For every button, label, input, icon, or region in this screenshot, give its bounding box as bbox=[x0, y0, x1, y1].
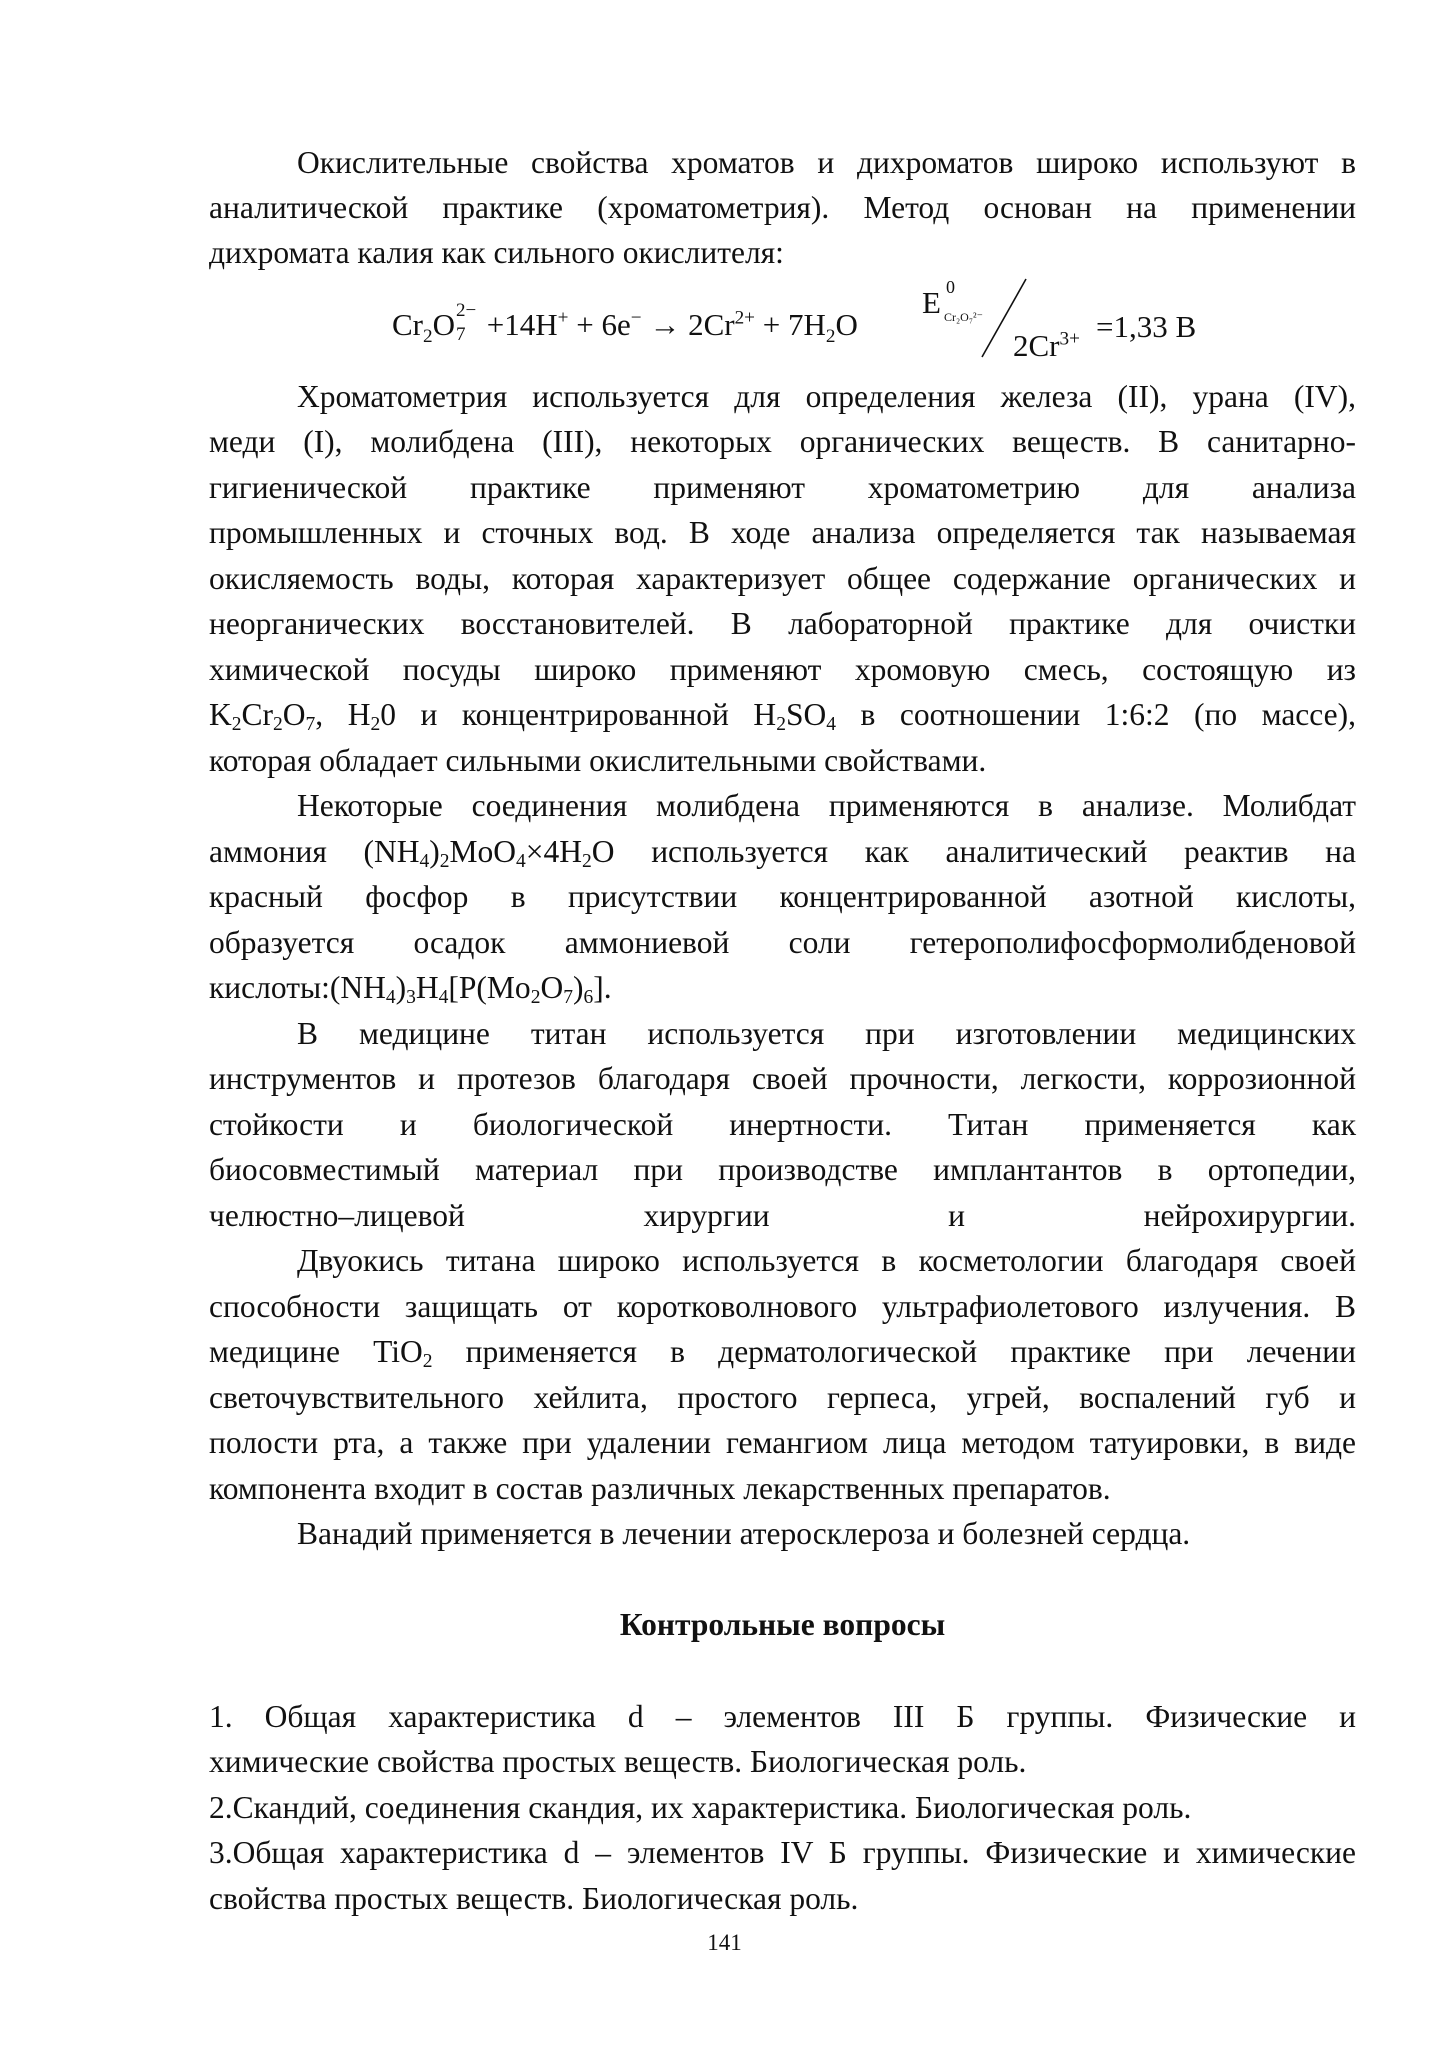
eq-text: O bbox=[835, 307, 858, 342]
text-run: O bbox=[282, 697, 306, 732]
text-run: аммония (NH bbox=[209, 834, 420, 869]
standard-potential-symbol bbox=[922, 277, 983, 324]
text-line: Некоторые соединения молибдена применяются в анализе. Молибдат bbox=[297, 788, 1356, 823]
eq-sup: 2− bbox=[456, 300, 477, 321]
subscript: 4 bbox=[385, 986, 396, 1008]
paragraph-line bbox=[209, 1102, 1356, 1147]
text-line: Ванадий применяется в лечении атеросклероза и болезней сердца. bbox=[297, 1516, 1191, 1551]
text-line: 1. Общая характеристика d – элементов III Б группы. Физические и bbox=[209, 1699, 1356, 1734]
subscript: 6 bbox=[583, 986, 594, 1008]
text-line: способности защищать от коротковолнового ультрафиолетового излучения. В bbox=[209, 1289, 1356, 1324]
paragraph-line bbox=[209, 140, 1356, 185]
section-heading: Контрольные вопросы bbox=[619, 1607, 946, 1642]
paragraph-line bbox=[209, 1375, 1356, 1420]
arrow-symbol: → bbox=[649, 307, 681, 342]
subscript: 2 bbox=[422, 1350, 433, 1372]
text-line: промышленных и сточных вод. В ходе анализа определяется так называемая bbox=[209, 515, 1356, 550]
question-line bbox=[209, 1785, 1356, 1830]
paragraph-line bbox=[209, 738, 1356, 783]
eq-sup: 2+ bbox=[734, 307, 755, 329]
paragraph-line bbox=[209, 1011, 1356, 1056]
text-line: которая обладает сильными окислительными свойствами. bbox=[209, 743, 987, 778]
question-line bbox=[209, 1739, 1356, 1784]
text-line: Двуокись титана широко используется в косметологии благодаря своей bbox=[297, 1243, 1356, 1278]
question-line bbox=[209, 1830, 1356, 1875]
eq-text: 2Cr bbox=[1013, 328, 1060, 363]
text-line: стойкости и биологической инертности. Титан применяется как bbox=[209, 1107, 1356, 1142]
paragraph-line bbox=[209, 1329, 1356, 1374]
subscript: 2 bbox=[776, 713, 786, 735]
text-line: челюстно–лицевой хирургии и нейрохирургии. bbox=[209, 1198, 1356, 1233]
text-run: ×4H bbox=[525, 834, 583, 869]
text-run: медицине TiO bbox=[209, 1334, 423, 1369]
paragraph-line bbox=[209, 1420, 1356, 1465]
text-line: 3.Общая характеристика d – элементов IV Б группы. Физические и химические bbox=[209, 1835, 1356, 1870]
paragraph-line bbox=[209, 1147, 1356, 1192]
text-line: меди (I), молибдена (III), некоторых органических веществ. В санитарно- bbox=[209, 424, 1356, 459]
subscript: 2 bbox=[370, 713, 381, 735]
text-line: биосовместимый материал при производстве имплантантов в ортопедии, bbox=[209, 1152, 1356, 1187]
text-run: применяется в дерматологической практике при лечении bbox=[432, 1334, 1357, 1369]
text-line: инструментов и протезов благодаря своей прочности, легкости, коррозионной bbox=[209, 1061, 1356, 1096]
text-run: O используется как аналитический реактив на bbox=[591, 834, 1356, 869]
eq-text: +14H bbox=[486, 307, 558, 342]
paragraph-line bbox=[209, 647, 1356, 692]
paragraph-line bbox=[209, 1511, 1356, 1556]
page-number: 141 bbox=[707, 1930, 742, 1955]
eq-text: + 7H bbox=[762, 307, 826, 342]
paragraph-line bbox=[209, 692, 1356, 737]
paragraph-line bbox=[209, 419, 1356, 464]
text-run: ) bbox=[395, 970, 407, 1005]
paragraph-line bbox=[209, 1466, 1356, 1511]
subscript: 4 bbox=[419, 850, 430, 872]
eq-text: 2Cr bbox=[688, 307, 735, 342]
subscript: 4 bbox=[438, 986, 449, 1008]
subscript: 2 bbox=[582, 850, 592, 872]
text-line: полости рта, а также при удалении гемангиом лица методом татуировки, в виде bbox=[209, 1425, 1356, 1460]
paragraph-line bbox=[209, 510, 1356, 555]
eq-sup: 0 bbox=[946, 277, 955, 297]
text-line: химической посуды широко применяют хромовую смесь, состоящую из bbox=[209, 652, 1356, 687]
subscript: 2 bbox=[273, 713, 283, 735]
paragraph-line bbox=[209, 1056, 1356, 1101]
subscript: 2 bbox=[439, 850, 450, 872]
chromate-equation bbox=[392, 300, 858, 348]
eq-sub: 2 bbox=[423, 326, 433, 348]
text-line: свойства простых веществ. Биологическая роль. bbox=[209, 1881, 859, 1916]
question-line bbox=[209, 1876, 1356, 1921]
text-line: окисляемость воды, которая характеризует общее содержание органических и bbox=[209, 561, 1356, 596]
paragraph-line bbox=[209, 374, 1356, 419]
paragraph-line bbox=[209, 185, 1356, 230]
text-line: красный фосфор в присутствии концентрированной азотной кислоты, bbox=[209, 879, 1356, 914]
question-line bbox=[209, 1694, 1356, 1739]
paragraph-line bbox=[209, 556, 1356, 601]
paragraph-line bbox=[209, 230, 1356, 275]
eq-text: E bbox=[922, 285, 941, 320]
subscript: 2 bbox=[530, 986, 541, 1008]
eq-stack bbox=[455, 300, 479, 345]
text-line: аналитической практике (хроматометрия). Метод основан на применении bbox=[209, 190, 1356, 225]
subscript: 4 bbox=[516, 850, 526, 872]
text-run: ) bbox=[429, 834, 440, 869]
eq-sup: − bbox=[630, 307, 642, 329]
subscript: 2 bbox=[231, 713, 242, 735]
text-line: Хроматометрия используется для определения железа (II), урана (IV), bbox=[297, 379, 1356, 414]
text-line: светочувствительного хейлита, простого герпеса, угрей, воспалений губ и bbox=[209, 1380, 1356, 1415]
paragraph-line bbox=[209, 783, 1356, 828]
paragraph-line bbox=[209, 874, 1356, 919]
eq-sub: Cr₂O₇²⁻ bbox=[944, 310, 983, 324]
text-line: Окислительные свойства хроматов и дихроматов широко используют в bbox=[297, 145, 1356, 180]
text-run: Cr bbox=[241, 697, 274, 732]
text-run: [P(Mo bbox=[448, 970, 531, 1005]
potential-denominator bbox=[1013, 330, 1080, 361]
paragraph-line bbox=[209, 829, 1356, 874]
text-line: гигиенической практике применяют хроматометрию для анализа bbox=[209, 470, 1356, 505]
text-run: MoO bbox=[449, 834, 516, 869]
text-line: 2.Скандий, соединения скандия, их характеристика. Биологическая роль. bbox=[209, 1790, 1192, 1825]
eq-sup: + bbox=[557, 307, 569, 329]
text-run: 0 и концентрированной H bbox=[380, 697, 777, 732]
text-run: ) bbox=[572, 970, 584, 1005]
text-run: , H bbox=[315, 697, 371, 732]
text-run: в соотношении 1:6:2 (по массе), bbox=[836, 697, 1356, 732]
text-line: дихромата калия как сильного окислителя: bbox=[209, 235, 784, 270]
eq-text: O bbox=[432, 307, 455, 342]
eq-sub: 2 bbox=[825, 326, 836, 348]
potential-value bbox=[1096, 311, 1196, 342]
eq-sup: 3+ bbox=[1059, 328, 1080, 350]
text-line: В медицине титан используется при изготовлении медицинских bbox=[297, 1016, 1356, 1051]
subscript: 7 bbox=[563, 986, 573, 1008]
text-line: неорганических восстановителей. В лабораторной практике для очистки bbox=[209, 606, 1356, 641]
text-line: химические свойства простых веществ. Биологическая роль. bbox=[209, 1744, 1027, 1779]
paragraph-line bbox=[209, 1238, 1356, 1283]
eq-text: =1,33 B bbox=[1096, 309, 1197, 344]
paragraph-line bbox=[209, 465, 1356, 510]
subscript: 7 bbox=[305, 713, 316, 735]
text-run: K bbox=[209, 697, 232, 732]
text-run: кислоты:(NH bbox=[209, 970, 386, 1005]
paragraph-line bbox=[209, 920, 1356, 965]
text-line: образуется осадок аммониевой соли гетерополифосформолибденовой bbox=[209, 925, 1356, 960]
text-run: O bbox=[540, 970, 564, 1005]
paragraph-line bbox=[209, 965, 1356, 1010]
eq-text: + 6e bbox=[576, 307, 631, 342]
subscript: 3 bbox=[406, 986, 416, 1008]
subscript: 4 bbox=[826, 713, 836, 735]
text-run: H bbox=[415, 970, 439, 1005]
eq-sub: 7 bbox=[456, 324, 466, 345]
paragraph-line bbox=[209, 601, 1356, 646]
paragraph-line bbox=[209, 1284, 1356, 1329]
text-line: компонента входит в состав различных лекарственных препаратов. bbox=[209, 1471, 1111, 1506]
text-run: SO bbox=[785, 697, 827, 732]
text-run: ]. bbox=[593, 970, 612, 1005]
eq-text: Cr bbox=[392, 307, 423, 342]
paragraph-line bbox=[209, 1193, 1356, 1238]
